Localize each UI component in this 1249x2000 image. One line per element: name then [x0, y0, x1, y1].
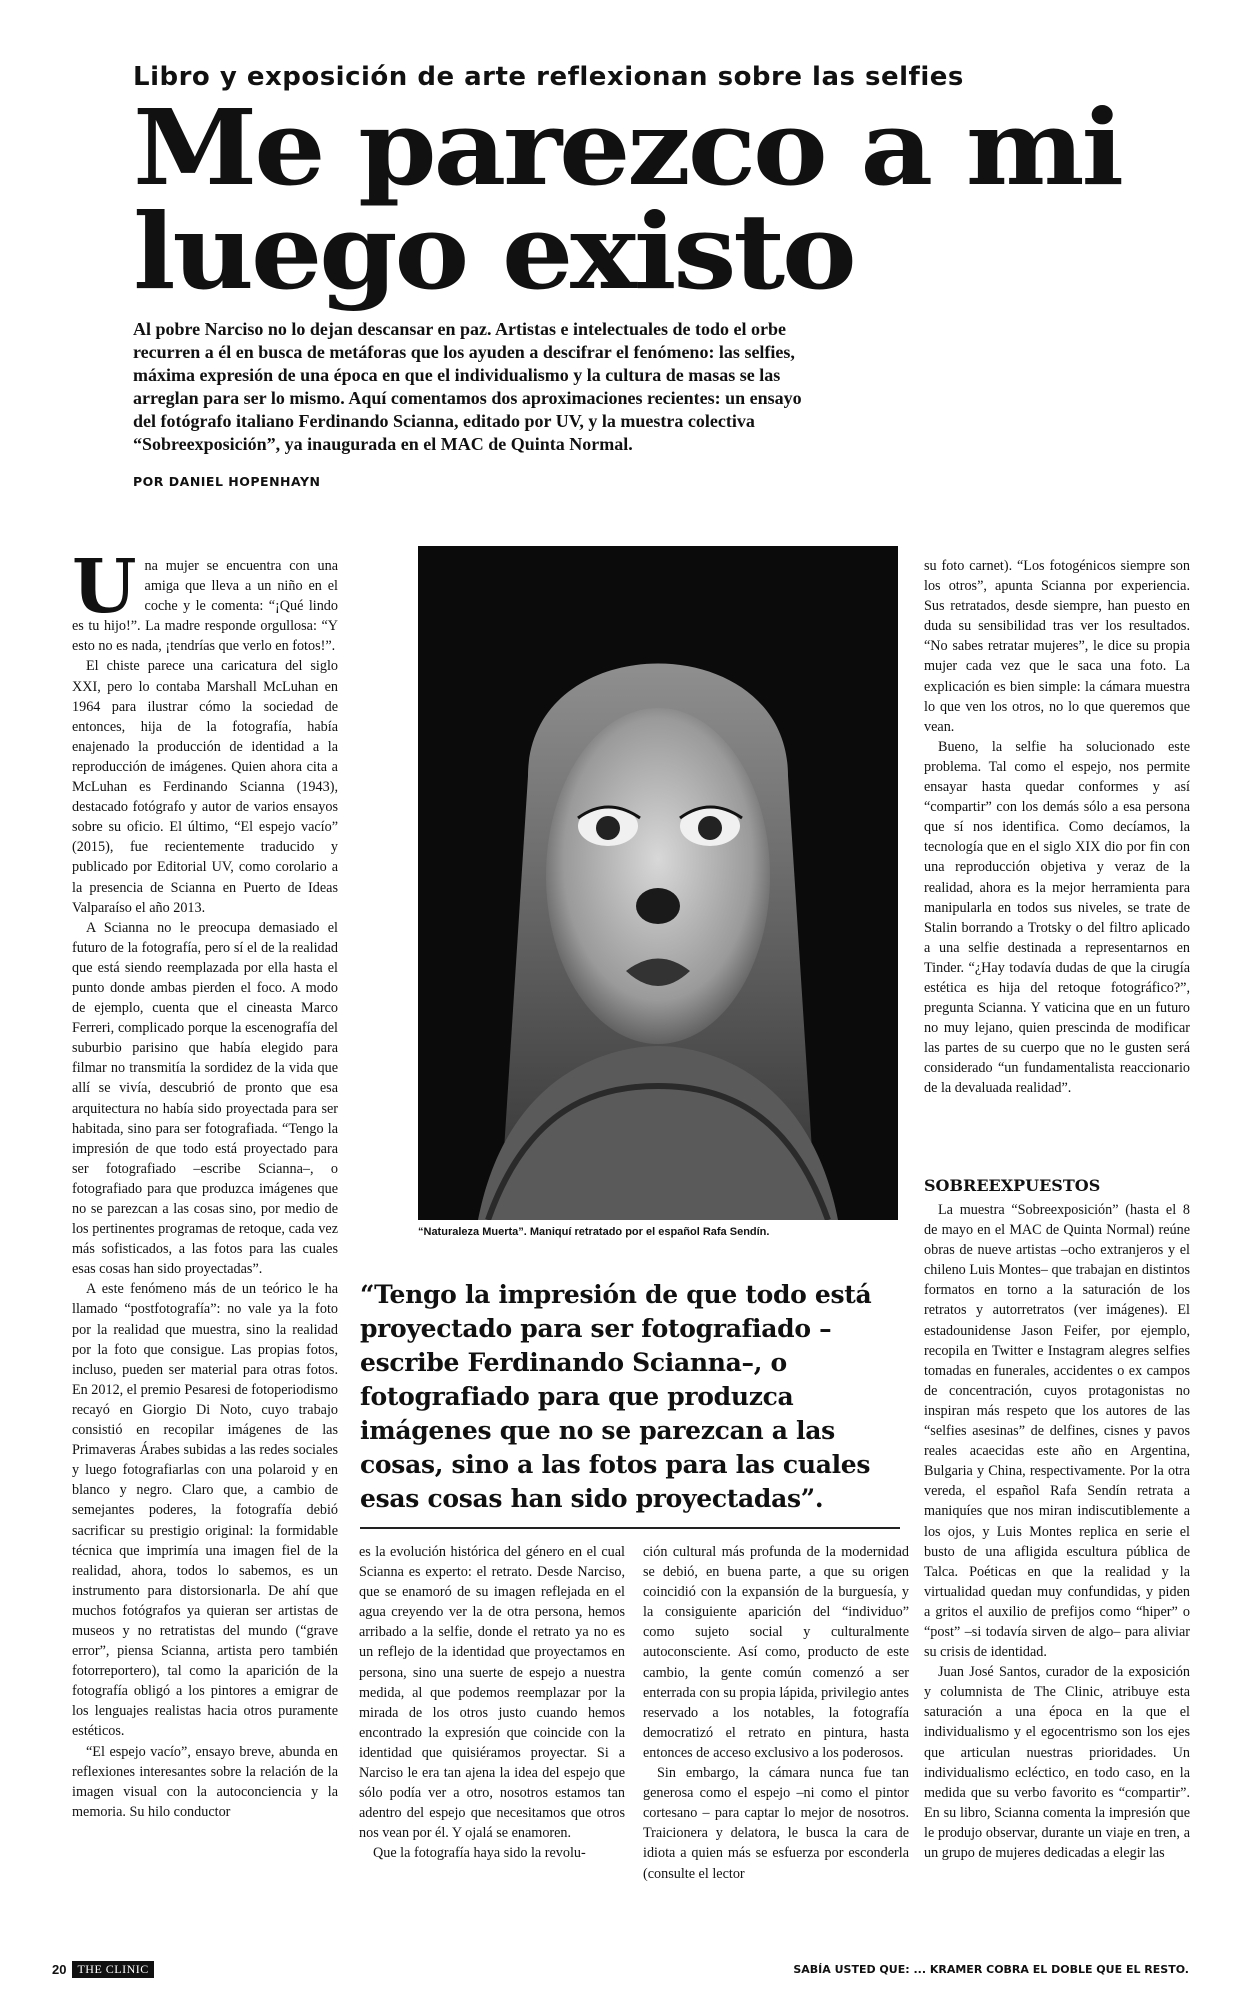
paragraph: Juan José Santos, curador de la exposición y columnista de The Clinic, atribuye esta saturación a una época en la que el individualismo y el egocentrismo son los ejes que articulan nuestras prioridades. Un individualismo ecléctico, en todo caso, en la medida que su verbo favorito es “compartir”. En su libro, Scianna comenta la impresión que le produjo observar, durante un viaje en tren, a un grupo de mujeres dedicadas a elegir las [924, 1664, 1190, 1861]
paragraph: La muestra “Sobreexposición” (hasta el 8 de mayo en el MAC de Quinta Normal) reúne obras de nueve artistas –ocho extranjeros y el chileno Luis Montes– que trabajan en distintos formatos en torno a la saturación de los retratos y autorretratos (ver imágenes). El estadounidense Jason Feifer, por ejemplo, recopila en Twitter e Instagram alegres selfies tomadas en funerales, accidentes o ex campos de concentración, cuyos protagonistas no inspiran más respeto que los autores de las “selfies asesinas” de delfines, cisnes y pavos reales acaecidas este año en Argentina, Bulgaria y China, respectivamente. Por la otra vereda, el español Rafa Sendín retrata a maniquíes que nos miran indiscutiblemente a los ojos, y Luis Montes replica en serie el busto de una afligida escultura pública de Talca. Poéticas en que la realidad y la virtualidad quedan muy confundidas, y piden a gritos el auxilio de prefijos como “hiper” o “post” –si todavía sirven de algo– para aliviar su crisis de identidad. [924, 1202, 1190, 1661]
body-column-3 [643, 1542, 909, 1932]
section-subhead: SOBREEXPUESTOS [924, 1176, 1101, 1195]
article-byline: POR DANIEL HOPENHAYN [133, 474, 321, 489]
body-column-4-continued [924, 1200, 1190, 1935]
paragraph: Una mujer se encuentra con una amiga que lleva a un niño en el coche y le comenta: “¡Qué lindo es tu hijo!”. La madre responde orgullosa: “Y esto no es nada, ¡tendrías que verlo en fotos!”. [72, 556, 338, 655]
headline-line-2: luego existo [133, 190, 854, 313]
paragraph: Que la fotografía haya sido la revolu- [373, 1845, 586, 1862]
paragraph: El chiste parece una caricatura del siglo XXI, pero lo contaba Marshall McLuhan en 1964 para ilustrar cómo la sociedad de entonces, hija de la fotografía, había enajenado la producción de identidad a la reproducción de imágenes. Quien ahora cita a McLuhan es Ferdinando Scianna (1943), destacado fotógrafo y autor de varios ensayos sobre su oficio. El último, “El espejo vacío” (2015), fue recientemente traducido y publicado por Editorial UV, como corolario a la presencia de Scianna en Puerto de Ideas Valparaíso el año 2013. [72, 658, 338, 916]
body-column-1 [72, 556, 338, 1936]
paragraph: A Scianna no le preocupa demasiado el futuro de la fotografía, pero sí el de la realidad que está siendo reemplazada por ella hasta el punto donde ambas pierden el foco. A modo de ejemplo, cuenta que el cineasta Marco Ferreri, complicado porque la escenografía del suburbio parisino que había elegido para filmar no transmitía la sordidez de la vida que allí se vivía, descubrió de pronto que esa arquitectura no había sido proyectada para ser habitada, sino para ser fotografiada. “Tengo la impresión de que todo está proyectado para ser fotografiado –escribe Scianna–, o fotografiado para que produzca imágenes que no se parezcan a las cosas sino, por medio de los pertinentes programas de retoque, cada vez más sofisticados, a las fotos para las cuales esas cosas han sido proyectadas”. [72, 919, 338, 1278]
headline-line-1: Me parezco a mi [133, 86, 1121, 209]
paragraph: ción cultural más profunda de la modernidad se debió, en buena parte, a que su origen coincidió con la expansión de la burguesía, y la consiguiente aparición del “individuo” como sujeto social y culturalmente autoconsciente. Así como, producto de este cambio, la gente común comenzó a ser enterrada con su propia lápida, privilegio antes reservado a los notables, la fotografía democratizó el retrato en pintura, hasta entonces de acceso exclusivo a los poderosos. [643, 1544, 909, 1761]
paragraph: es la evolución histórica del género en el cual Scianna es experto: el retrato. Desde Narciso, que se enamoró de su imagen reflejada en el agua creyendo ver la de otra persona, hemos arribado a la selfie, donde el retrato ya no es un reflejo de la identidad que proyectamos en persona, sino una suerte de espejo a nuestra medida, al que podemos reemplazar por la mirada de los otros justo cuando hemos encontrado la expresión que coincide con la identidad que quisiéramos proyectar. Si a Narciso le era tan ajena la idea del espejo que sólo podía ver a otro, nosotros estamos tan adentro del espejo que necesitamos que otros nos vean por él. Y ojalá se enamoren. [359, 1544, 625, 1842]
article-kicker: Libro y exposición de arte reflexionan sobre las selfies [133, 62, 964, 92]
page-footer-left [52, 1961, 154, 1978]
paragraph: Bueno, la selfie ha solucionado este problema. Tal como el espejo, nos permite ensayar hasta quedar conformes y así “compartir” con los demás sólo a esa persona que sí nos identifica. Como decíamos, la tecnología que en el siglo XIX dio por fin con una reproducción objetiva y veraz de la realidad, ahora es la mejor herramienta para manipularla en todos sus niveles, se trate de Stalin borrando a Trotsky o del filtro aplicado a una selfie destinada a representarnos en Tinder. “¿Hay todavía dudas de que la cirugía estética es hija del retoque fotográfico?”, pregunta Scianna. Y vaticina que en un futuro no muy lejano, quien prescinda de modificar las partes de su cuerpo que no le gusten será considerado “un fundamentalista reaccionario de la devaluada realidad”. [924, 738, 1190, 1097]
pull-quote: “Tengo la impresión de que todo está proyectado para ser fotografiado –escribe Ferdinando Scianna–, o fotografiado para que produzca imágenes que no se parezcan a las cosas, sino a las fotos para las cuales esas cosas han sido proyectadas”. [360, 1280, 872, 1513]
mannequin-photo [418, 546, 898, 1220]
paragraph: A este fenómeno más de un teórico le ha llamado “postfotografía”: no vale ya la foto por la realidad que muestra, sino la realidad por la foto que consigue. Las propias fotos, incluso, pueden ser material para otras fotos. En 2012, el premio Pesaresi de fotoperiodismo recayó en Giorgio Di Noto, cuyo trabajo consistió en recopilar imágenes de las Primaveras Árabes subidas a las redes sociales y luego fotografiarlas con una polaroid y en blanco y negro. Claro que, a cambio de semejantes poderes, la fotografía debió sacrificar su prestigio original: la formidable técnica que imprimía una imagen fiel de la realidad, ahora, todos lo sabemos, es un instrumento para distorsionarla. De ahí que muchos fotógrafos ya quieran ser artistas de museos y no retratistas del mundo (“grave error”, piensa Scianna, artista pero también fotorreportero), tal como la aparición de la fotografía obligó a los pintores a emigrar de los lenguajes realistas hacia otros puramente estéticos. [72, 1281, 338, 1740]
drop-cap: U [72, 556, 137, 630]
magazine-logo: THE CLINIC [72, 1961, 153, 1978]
paragraph: Sin embargo, la cámara nunca fue tan generosa como el espejo –ni como el pintor cortesano – para captar lo mejor de nosotros. Traicionera y delatora, le busca la cara de idiota a quien más se esfuerza por esconderla (consulte el lector [643, 1765, 909, 1882]
body-column-4 [924, 556, 1190, 1166]
mannequin-portrait-image [418, 546, 898, 1220]
footer-trivia [793, 1963, 1189, 1976]
trivia-label: SABÍA USTED QUE: [793, 1963, 910, 1976]
paragraph: su foto carnet). “Los fotogénicos siempre son los otros”, apunta Scianna por experiencia. Sus retratados, desde siempre, han puesto en duda su sensibilidad tras ver los resultados. “No sabes retratar mujeres”, le dice su propia mujer cada vez que le saca una foto. La explicación es bien simple: la cámara muestra lo que ven los otros, no lo que queremos que vean. [924, 558, 1190, 735]
paragraph: “El espejo vacío”, ensayo breve, abunda en reflexiones interesantes sobre la relación de la imagen visual con la autoconciencia y la memoria. Su hilo conductor [72, 1743, 338, 1820]
page-number: 20 [52, 1962, 67, 1977]
trivia-text: ... KRAMER COBRA EL DOBLE QUE EL RESTO. [913, 1963, 1189, 1976]
article-headline [133, 86, 1121, 313]
pull-quote-divider [360, 1527, 900, 1529]
article-lede: Al pobre Narciso no lo dejan descansar en paz. Artistas e intelectuales de todo el orbe recurren a él en busca de metáforas que los ayuden a descifrar el fenómeno: las selfies, máxima expresión de una época en que el individualismo y la cultura de masas se las arreglan para ser lo mismo. Aquí comentamos dos aproximaciones recientes: un ensayo del fotógrafo italiano Ferdinando Scianna, editado por UV, y la muestra colectiva “Sobreexposición”, ya inaugurada en el MAC de Quinta Normal. [133, 319, 802, 454]
photo-caption: “Naturaleza Muerta”. Maniquí retratado por el español Rafa Sendín. [418, 1226, 770, 1238]
body-column-2 [359, 1542, 625, 1932]
